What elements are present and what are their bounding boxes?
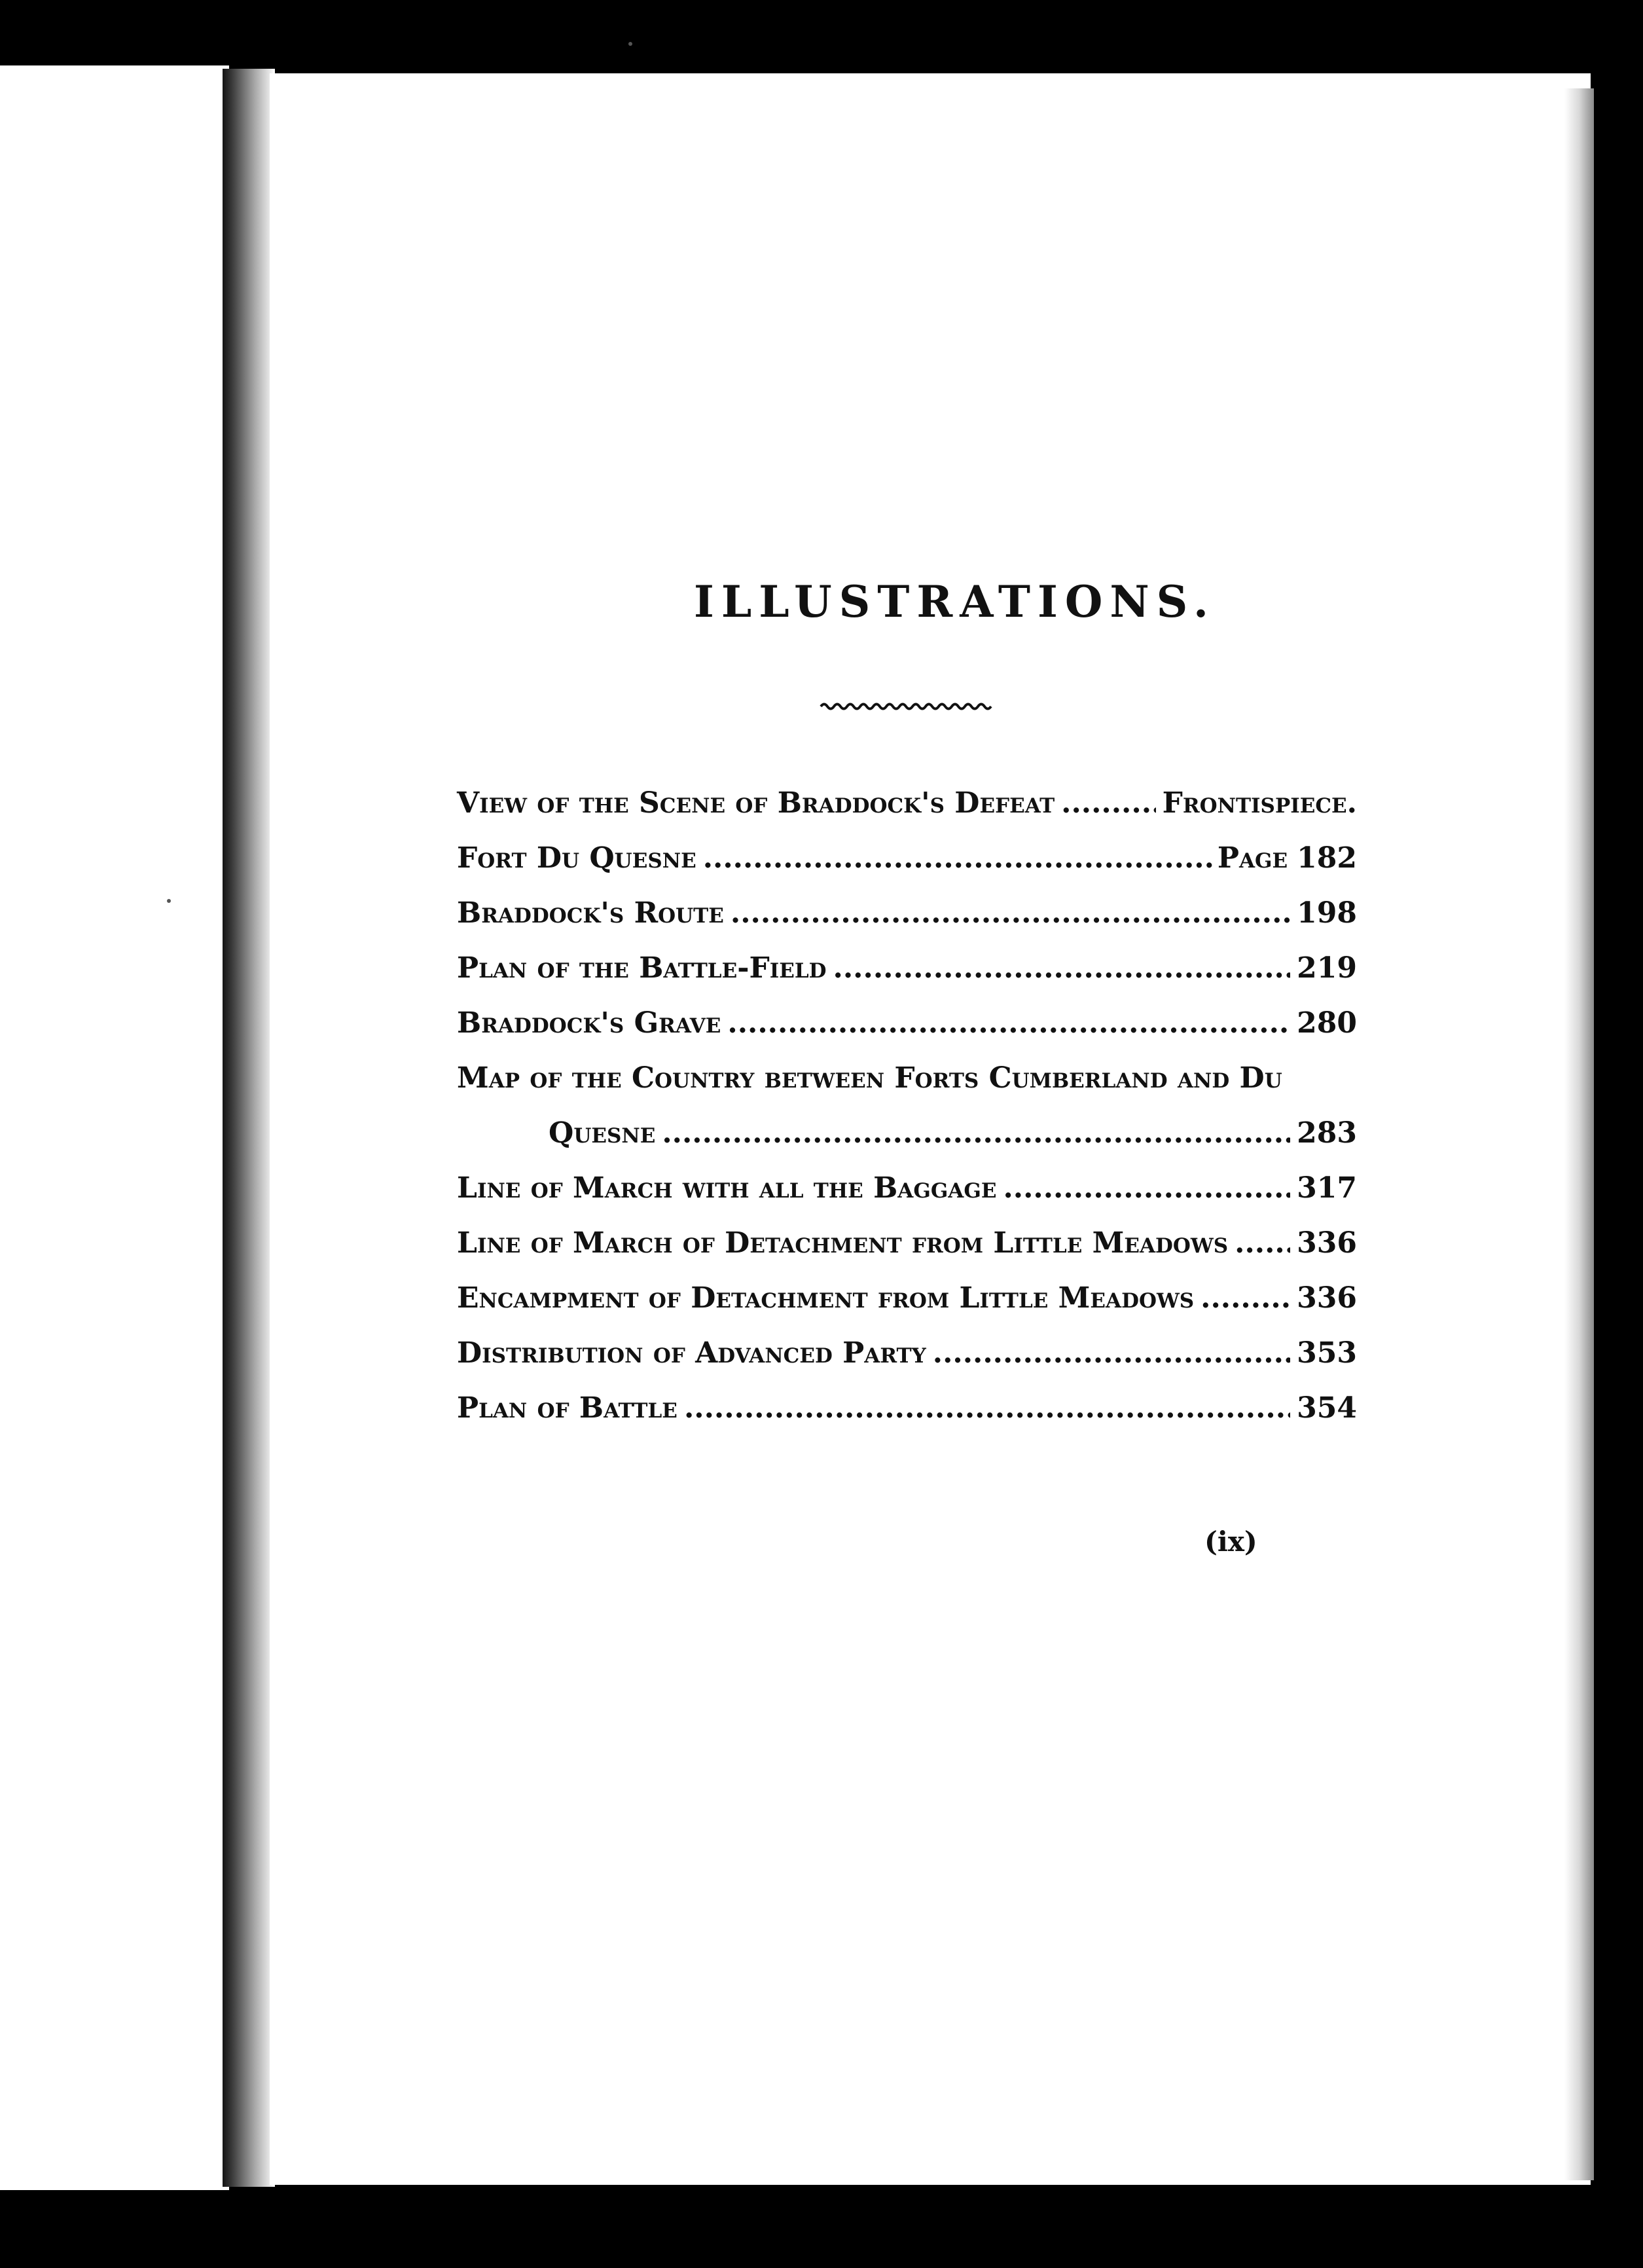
list-item (457, 776, 1357, 831)
list-item (457, 1326, 1357, 1381)
list-item (457, 831, 1357, 886)
page-reference: 336 (1297, 1226, 1357, 1260)
dot-leader (731, 886, 1290, 941)
illustration-title: View of the Scene of Braddock's Defeat (457, 786, 1055, 820)
illustrations-list (457, 776, 1357, 1436)
illustration-title: Plan of the Battle-Field (457, 951, 827, 985)
page-prefix: Page (1217, 841, 1288, 875)
illustration-title: Distribution of Advanced Party (457, 1336, 926, 1370)
illustration-title: Line of March of Detachment from Little Meadows (457, 1226, 1229, 1260)
page-number: 182 (1297, 841, 1357, 875)
list-item (457, 1381, 1357, 1436)
dot-leader (662, 1106, 1290, 1161)
list-item (457, 1271, 1357, 1326)
dot-leader (703, 831, 1214, 886)
list-item (457, 941, 1357, 996)
illustration-title: Braddock's Route (457, 896, 724, 930)
illustration-title: Map of the Country between Forts Cumberland and Du (457, 1061, 1282, 1095)
illustration-title: Line of March with all the Baggage (457, 1171, 997, 1205)
page-title: ILLUSTRATIONS. (694, 576, 1216, 627)
list-item (457, 1161, 1357, 1216)
list-item (457, 1106, 1357, 1161)
dot-leader (684, 1381, 1290, 1436)
dot-leader (1201, 1271, 1290, 1326)
page-edge-shadow (1564, 88, 1594, 2180)
scan-speck (167, 899, 171, 903)
wavy-rule-icon (820, 699, 996, 714)
page-reference: 336 (1297, 1281, 1357, 1315)
page-reference: 283 (1297, 1116, 1357, 1150)
page-reference: 354 (1297, 1391, 1357, 1425)
book-spine-shadow (223, 69, 275, 2187)
dot-leader (1003, 1161, 1290, 1216)
list-item (457, 886, 1357, 941)
facing-page (0, 65, 229, 2190)
dot-leader (1061, 776, 1156, 831)
dot-leader (933, 1326, 1290, 1381)
illustration-title: Encampment of Detachment from Little Meadows (457, 1281, 1195, 1315)
illustration-title: Plan of Battle (457, 1391, 677, 1425)
list-item (457, 1051, 1357, 1106)
page-reference: 198 (1297, 896, 1357, 930)
list-item (457, 996, 1357, 1051)
dot-leader (727, 996, 1290, 1051)
page-reference: 280 (1297, 1006, 1357, 1040)
page-reference (1218, 831, 1357, 886)
dot-leader (833, 941, 1291, 996)
illustration-title-continuation: Quesne (549, 1116, 656, 1150)
scan-speck (628, 42, 632, 46)
dot-leader (1235, 1216, 1290, 1271)
illustration-title: Braddock's Grave (457, 1006, 721, 1040)
page-reference: 219 (1297, 951, 1357, 985)
page-reference: 353 (1297, 1336, 1357, 1370)
list-item (457, 1216, 1357, 1271)
illustration-title: Fort Du Quesne (457, 841, 696, 875)
page-reference: 317 (1297, 1171, 1357, 1205)
page-reference: Frontispiece. (1162, 786, 1357, 820)
page-folio: (ix) (1204, 1526, 1257, 1558)
